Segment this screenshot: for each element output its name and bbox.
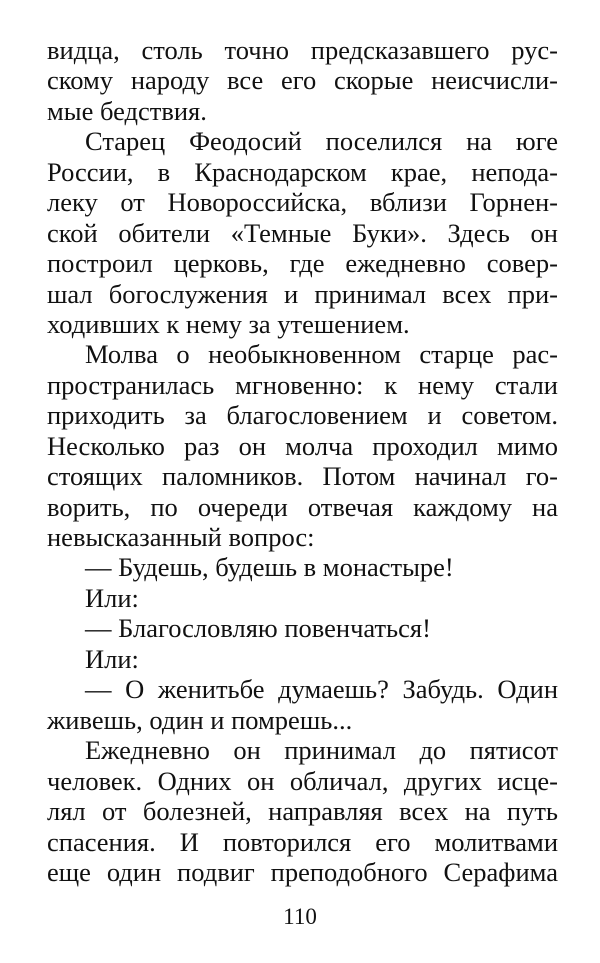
text-line: России, в Краснодарском крае, непода- bbox=[47, 156, 558, 187]
text-line: невысказанный вопрос: bbox=[47, 522, 315, 553]
text-line: живешь, один и помрешь... bbox=[47, 704, 353, 735]
text-line: ворить, по очереди отвечая каждому на bbox=[47, 491, 558, 522]
text-line: стоящих паломников. Потом начинал го- bbox=[47, 461, 558, 492]
text-line: скому народу все его скорые неисчисли- bbox=[47, 65, 558, 96]
dialogue-line: Или: bbox=[85, 582, 139, 613]
text-line: лял от болезней, направляя всех на путь bbox=[47, 796, 558, 827]
text-line: мые бедствия. bbox=[47, 95, 207, 126]
text-line: ходивших к нему за утешением. bbox=[47, 308, 410, 339]
text-line: спасения. И повторился его молитвами bbox=[47, 826, 558, 857]
text-line: построил церковь, где ежедневно совер- bbox=[47, 248, 558, 279]
text-line: Несколько раз он молча проходил мимо bbox=[47, 430, 558, 461]
text-line: приходить за благословением и советом. bbox=[47, 400, 558, 431]
text-line: человек. Одних он обличал, других исце- bbox=[47, 765, 558, 796]
page-number: 110 bbox=[283, 904, 317, 929]
dialogue-line: — О женитьбе думаешь? Забудь. Один bbox=[85, 674, 558, 705]
paragraph-start-line: Ежедневно он принимал до пятисот bbox=[85, 735, 558, 766]
page-body-text bbox=[47, 35, 558, 887]
dialogue-line: — Благословляю повенчаться! bbox=[85, 613, 431, 644]
paragraph-start-line: Старец Феодосий поселился на юге bbox=[85, 126, 558, 157]
text-line: еще один подвиг преподобного Серафима bbox=[47, 856, 558, 887]
dialogue-line: Или: bbox=[85, 643, 139, 674]
text-line: видца, столь точно предсказавшего рус- bbox=[47, 35, 558, 65]
paragraph-start-line: Молва о необыкновенном старце рас- bbox=[85, 339, 558, 370]
text-line: леку от Новороссийска, вблизи Горнен- bbox=[47, 187, 558, 218]
dialogue-line: — Будешь, будешь в монастыре! bbox=[85, 552, 454, 583]
text-line: шал богослужения и принимал всех при- bbox=[47, 278, 558, 309]
text-line: ской обители «Темные Буки». Здесь он bbox=[47, 217, 558, 248]
text-line: пространилась мгновенно: к нему стали bbox=[47, 369, 558, 400]
